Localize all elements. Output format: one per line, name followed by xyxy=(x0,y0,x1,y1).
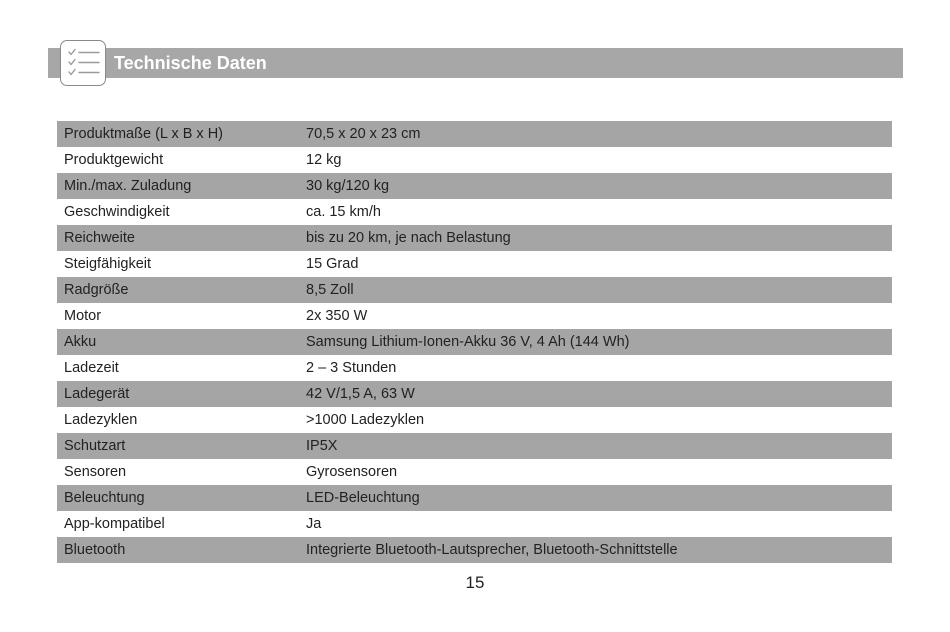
spec-label: Bluetooth xyxy=(64,542,126,558)
spec-label: Ladezeit xyxy=(64,360,119,376)
spec-row xyxy=(57,433,892,459)
spec-row xyxy=(57,329,892,355)
spec-value: 70,5 x 20 x 23 cm xyxy=(306,126,421,142)
spec-table xyxy=(57,121,892,563)
spec-label: Produktgewicht xyxy=(64,152,164,168)
section-title: Technische Daten xyxy=(114,53,267,73)
spec-label: Motor xyxy=(64,308,102,324)
spec-value: Integrierte Bluetooth-Lautsprecher, Bluetooth-Schnittstelle xyxy=(306,542,678,558)
spec-label: Schutzart xyxy=(64,438,126,454)
spec-label: Geschwindigkeit xyxy=(64,204,170,220)
spec-value: >1000 Ladezyklen xyxy=(306,412,425,428)
spec-row xyxy=(57,485,892,511)
spec-label: App-kompatibel xyxy=(64,516,165,532)
spec-row xyxy=(57,277,892,303)
spec-row xyxy=(57,225,892,251)
spec-row xyxy=(57,199,892,225)
spec-value: 42 V/1,5 A, 63 W xyxy=(306,386,415,402)
spec-row xyxy=(57,459,892,485)
spec-value: 12 kg xyxy=(306,152,342,168)
spec-label: Ladezyklen xyxy=(64,412,138,428)
spec-label: Steigfähigkeit xyxy=(64,256,152,272)
spec-label: Beleuchtung xyxy=(64,490,145,506)
spec-label: Min./max. Zuladung xyxy=(64,178,192,194)
spec-row xyxy=(57,251,892,277)
spec-value: 2 – 3 Stunden xyxy=(306,360,397,376)
spec-value: 8,5 Zoll xyxy=(306,282,354,298)
checklist-icon xyxy=(60,40,106,86)
spec-row xyxy=(57,121,892,147)
spec-value: Gyrosensoren xyxy=(306,464,398,480)
spec-row xyxy=(57,173,892,199)
spec-row xyxy=(57,147,892,173)
spec-value: 2x 350 W xyxy=(306,308,368,324)
spec-label: Radgröße xyxy=(64,282,129,298)
spec-value: bis zu 20 km, je nach Belastung xyxy=(306,230,511,246)
spec-row xyxy=(57,537,892,563)
spec-value: ca. 15 km/h xyxy=(306,204,381,220)
spec-value: Samsung Lithium-Ionen-Akku 36 V, 4 Ah (144 Wh) xyxy=(306,334,630,350)
spec-row xyxy=(57,511,892,537)
spec-row xyxy=(57,303,892,329)
spec-row xyxy=(57,407,892,433)
spec-label: Produktmaße (L x B x H) xyxy=(64,126,224,142)
spec-value: IP5X xyxy=(306,438,338,454)
spec-value: 30 kg/120 kg xyxy=(306,178,390,194)
spec-value: Ja xyxy=(306,516,322,532)
spec-row xyxy=(57,355,892,381)
spec-value: LED-Beleuchtung xyxy=(306,490,420,506)
spec-label: Sensoren xyxy=(64,464,127,480)
spec-row xyxy=(57,381,892,407)
page-number: 15 xyxy=(465,573,485,592)
spec-label: Akku xyxy=(64,334,97,350)
spec-value: 15 Grad xyxy=(306,256,359,272)
spec-label: Ladegerät xyxy=(64,386,130,402)
spec-label: Reichweite xyxy=(64,230,135,246)
